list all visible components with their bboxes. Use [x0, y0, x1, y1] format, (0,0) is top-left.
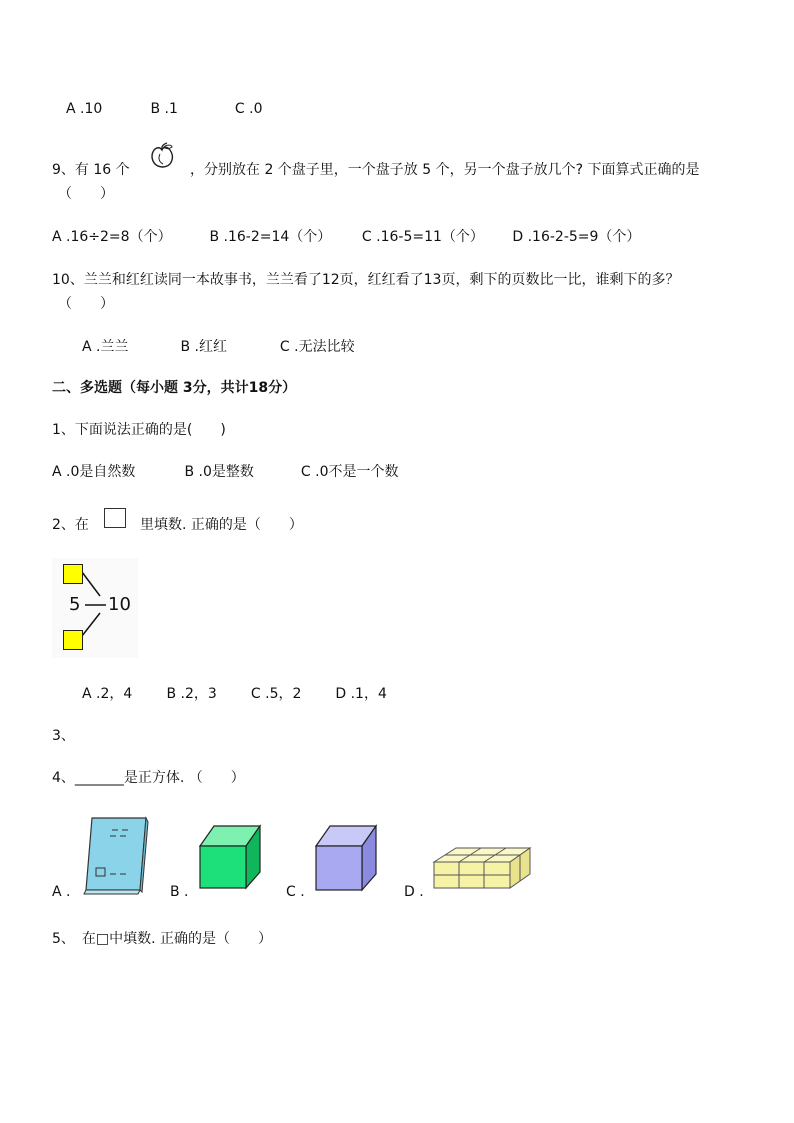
- q9-option-c: C .16-5=11（个）: [361, 229, 484, 245]
- m2-option-c: C .5，2: [250, 686, 302, 702]
- purple-cube-icon: [314, 824, 380, 892]
- m4-option-a-label: A .: [52, 884, 71, 900]
- number-split-diagram: [52, 558, 138, 658]
- m4-option-b-label: B .: [170, 884, 189, 900]
- m3-stem: 3、: [52, 728, 75, 744]
- q10-option-a: A .兰兰: [82, 339, 129, 355]
- q8-option-a: A .10: [66, 101, 103, 117]
- m1-option-b: B .0是整数: [184, 464, 254, 480]
- m4-stem: 4、_______是正方体. （ ）: [52, 770, 245, 786]
- q9-option-d: D .16-2-5=9（个）: [512, 229, 641, 245]
- q9-answer-paren: （ ）: [58, 186, 114, 202]
- m2-option-a: A .2，4: [82, 686, 133, 702]
- diagram-right-number: 10: [108, 594, 131, 615]
- q8-option-b: B .1: [150, 101, 178, 117]
- m1-option-a: A .0是自然数: [52, 464, 136, 480]
- m1-options: [52, 461, 399, 481]
- q10-option-c: C .无法比较: [279, 339, 355, 355]
- diagram-left-number: 5: [69, 594, 81, 615]
- q9-stem-before: 9、有 16 个: [52, 162, 130, 178]
- q10-option-b: B .红红: [180, 339, 227, 355]
- peach-icon: [148, 142, 178, 170]
- m2-options: [82, 683, 387, 703]
- diagram-top-box: [63, 564, 83, 584]
- blank-square-icon: [104, 508, 126, 528]
- q9-stem-after: ，分别放在 2 个盘子里，一个盘子放 5 个，另一个盘子放几个? 下面算式正确的是: [190, 162, 700, 178]
- q10-answer-paren: （ ）: [58, 296, 114, 312]
- q8-options: [66, 101, 263, 117]
- q9-options: [52, 226, 640, 246]
- m1-option-c: C .0不是一个数: [300, 464, 399, 480]
- m2-option-b: B .2，3: [166, 686, 217, 702]
- q10-options: [82, 336, 355, 356]
- diagram-bottom-box: [63, 630, 83, 650]
- green-cube-icon: [198, 824, 264, 890]
- m2-stem-after: 里填数. 正确的是（ ）: [140, 517, 303, 533]
- q10-stem: 10、兰兰和红红读同一本故事书，兰兰看了12页，红红看了13页，剩下的页数比一比，谁剩下的多？: [52, 272, 680, 288]
- q9-option-b: B .16-2=14（个）: [209, 229, 332, 245]
- m5-stem: 5、 在□中填数. 正确的是（ ）: [52, 931, 273, 947]
- m4-option-c-label: C .: [286, 884, 305, 900]
- section-2-title: 二、多选题（每小题 3分，共计18分）: [52, 380, 297, 396]
- q8-option-c: C .0: [234, 101, 263, 117]
- m1-stem: 1、下面说法正确的是( ): [52, 422, 226, 438]
- m2-stem-before: 2、在: [52, 517, 89, 533]
- book-icon: [80, 814, 150, 894]
- m2-option-d: D .1，4: [335, 686, 387, 702]
- q9-option-a: A .16÷2=8（个）: [52, 229, 172, 245]
- m4-option-d-label: D .: [404, 884, 424, 900]
- cuboid-icon: [432, 846, 532, 892]
